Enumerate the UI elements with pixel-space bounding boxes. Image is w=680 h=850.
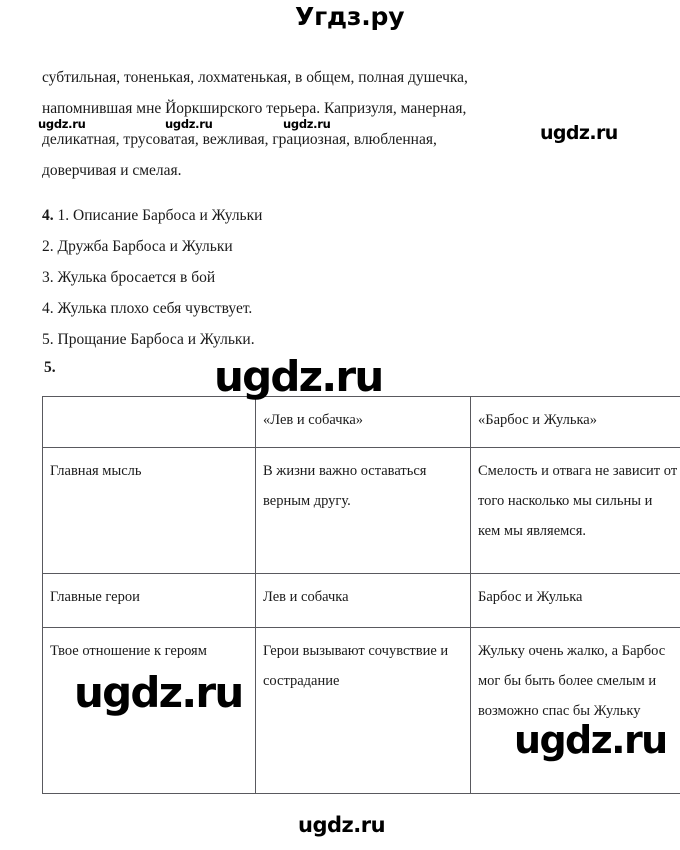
- task-4-item-row: 4. Жулька плохо себя чувствует.: [42, 300, 253, 317]
- task-4-first-line: [42, 200, 462, 231]
- watermark: ugdz.ru: [165, 117, 213, 131]
- paragraph-line: доверчивая и смелая.: [42, 162, 182, 179]
- task-4-item-row: 2. Дружба Барбоса и Жульки: [42, 238, 233, 255]
- watermark: ugdz.ru: [298, 813, 386, 837]
- table-row: [43, 448, 680, 574]
- paragraph-line: субтильная, тоненькая, лохматенькая, в общем, полная душечка,: [42, 69, 468, 86]
- table-row-label: Главная мысль: [43, 448, 256, 574]
- table-cell-lev: В жизни важно оставаться верным другу.: [256, 448, 471, 574]
- paragraph-line: деликатная, трусоватая, вежливая, грациозная, влюбленная,: [42, 131, 437, 148]
- watermark: ugdz.ru: [540, 122, 618, 144]
- task-4-item-row: 3. Жулька бросается в бой: [42, 269, 216, 286]
- table-cell-barbos: Барбос и Жулька: [471, 574, 680, 628]
- table-header-cell-lev: «Лев и собачка»: [256, 397, 471, 448]
- task-4-number: 4.: [42, 207, 54, 224]
- site-logo: Угдз.ру: [295, 2, 405, 31]
- watermark: ugdz.ru: [38, 117, 86, 131]
- table-row: [43, 628, 680, 794]
- watermark: ugdz.ru: [283, 117, 331, 131]
- paragraph-block: [42, 62, 642, 186]
- table-cell-lev: Герои вызывают сочувствие и сострадание: [256, 628, 471, 794]
- task-4-block: [42, 200, 462, 355]
- table-header-cell-empty: [43, 397, 256, 448]
- table-row: [43, 574, 680, 628]
- comparison-table: [42, 396, 680, 794]
- table-row-label: Главные герои: [43, 574, 256, 628]
- task-4-item-row: 5. Прощание Барбоса и Жульки.: [42, 331, 255, 348]
- table-cell-barbos: Жульку очень жалко, а Барбос мог бы быть более смелым и возможно спас бы Жульку: [471, 628, 680, 794]
- table-header-cell-barbos: «Барбос и Жулька»: [471, 397, 680, 448]
- watermark: ugdz.ru: [514, 718, 667, 762]
- watermark: ugdz.ru: [74, 668, 243, 717]
- table-header-row: [43, 397, 680, 448]
- table-cell-barbos: Смелость и отвага не зависит от того насколько мы сильны и кем мы являемся.: [471, 448, 680, 574]
- table-row-label: Твое отношение к героям: [43, 628, 256, 794]
- paragraph-line: напомнившая мне Йоркширского терьера. Капризуля, манерная,: [42, 100, 467, 117]
- watermark: ugdz.ru: [214, 352, 383, 401]
- table-cell-lev: Лев и собачка: [256, 574, 471, 628]
- task-5-number: 5.: [44, 359, 56, 376]
- task-4-item: 1. Описание Барбоса и Жульки: [57, 207, 263, 224]
